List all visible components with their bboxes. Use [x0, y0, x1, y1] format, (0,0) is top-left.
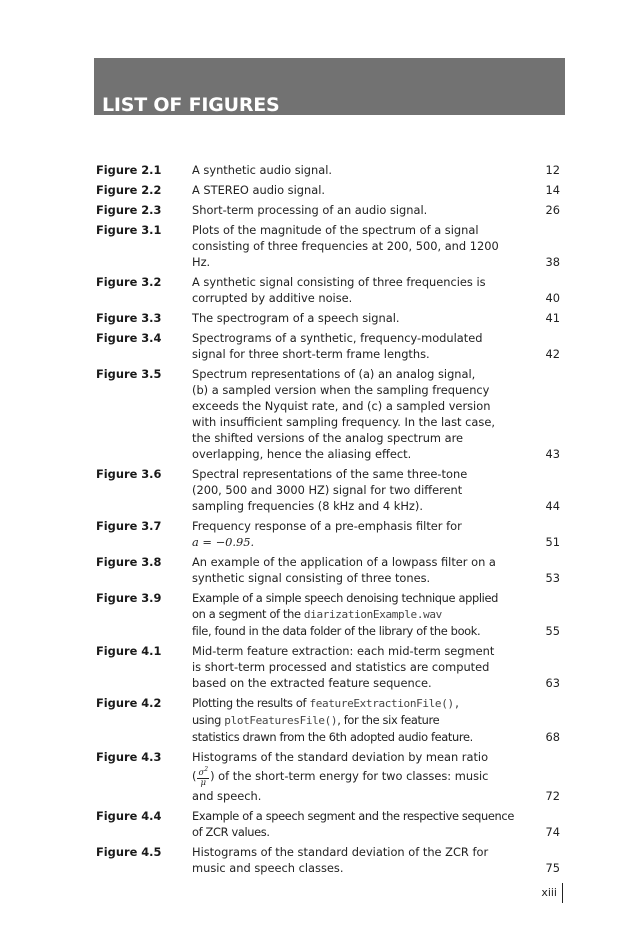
caption-text: on a segment of the	[192, 607, 304, 621]
figure-caption: A synthetic signal consisting of three frequencies is corrupted by additive noise.	[192, 275, 486, 305]
figure-page: 75	[545, 860, 560, 875]
figure-number: Figure 3.6	[96, 467, 162, 481]
figure-caption: Spectrograms of a synthetic, frequency-modulated signal for three short-term frame lengths.	[192, 331, 483, 361]
figure-caption: Example of a speech segment and the respective sequence of ZCR values.	[192, 808, 514, 839]
figure-number: Figure 3.5	[96, 367, 162, 381]
list-item	[96, 274, 560, 306]
list-item	[96, 808, 560, 840]
list-item	[96, 590, 560, 639]
figure-caption	[192, 695, 520, 745]
list-item	[96, 202, 560, 218]
figure-caption: A synthetic audio signal.	[192, 163, 333, 177]
figure-number: Figure 3.1	[96, 223, 162, 237]
caption-text: , for the six feature	[337, 713, 440, 727]
fraction-numerator	[197, 765, 209, 779]
list-item	[96, 749, 560, 804]
figure-number: Figure 4.5	[96, 844, 162, 859]
code-function: featureExtractionFile(),	[309, 697, 461, 710]
code-filename: diarizationExample.wav	[303, 608, 442, 621]
figure-page: 40	[545, 291, 560, 305]
figure-caption	[192, 518, 520, 550]
figure-number: Figure 4.2	[96, 696, 162, 710]
figure-page: 74	[545, 824, 560, 839]
list-item	[96, 182, 560, 198]
caption-line: Example of a simple speech denoising technique applied	[192, 591, 499, 605]
figure-page: 53	[545, 571, 560, 585]
figure-caption: Plots of the magnitude of the spectrum of a signal consisting of three frequencies at 200, 500, and 1200 Hz.	[192, 223, 499, 269]
figure-page: 42	[545, 347, 560, 361]
list-item	[96, 222, 560, 270]
figure-number: Figure 3.8	[96, 555, 162, 569]
figure-number: Figure 3.4	[96, 331, 162, 345]
figure-caption: Short-term processing of an audio signal.	[192, 203, 428, 217]
figure-caption: An example of the application of a lowpass filter on a synthetic signal consisting of three tones.	[192, 555, 496, 585]
list-item	[96, 162, 560, 178]
figure-number: Figure 4.1	[96, 644, 162, 658]
figure-page: 38	[545, 255, 560, 269]
figure-page: 63	[545, 676, 560, 690]
figure-page: 72	[545, 788, 560, 803]
figure-page: 12	[545, 163, 560, 177]
list-item	[96, 518, 560, 550]
figure-page: 14	[545, 183, 560, 197]
caption-line: file, found in the data folder of the library of the book.	[192, 624, 481, 638]
list-item	[96, 310, 560, 326]
figure-page: 68	[545, 730, 560, 744]
paren-open: (	[192, 768, 197, 783]
list-item	[96, 695, 560, 745]
figure-number: Figure 2.2	[96, 183, 162, 197]
caption-line: statistics drawn from the 6th adopted audio feature.	[192, 730, 473, 744]
figure-number: Figure 3.9	[96, 591, 162, 605]
code-function: plotFeaturesFile()	[224, 714, 338, 727]
figure-page: 55	[545, 624, 560, 638]
figure-caption: A STEREO audio signal.	[192, 183, 325, 197]
figure-caption	[192, 749, 520, 804]
figure-number: Figure 4.4	[96, 808, 162, 823]
math-expression: a = −0.95.	[192, 535, 255, 549]
figure-page: 41	[545, 311, 560, 325]
fraction-denominator: μ	[200, 777, 207, 788]
sigma-symbol: σ	[198, 767, 205, 778]
figure-caption	[192, 590, 520, 639]
figure-caption: Histograms of the standard deviation of the ZCR for music and speech classes.	[192, 844, 489, 875]
figure-caption: Mid-term feature extraction: each mid-term segment is short-term processed and statistics are computed based on the extracted feature sequence.	[192, 644, 495, 690]
superscript: 2	[204, 766, 209, 773]
figure-page: 51	[545, 535, 560, 549]
caption-line: Frequency response of a pre-emphasis filter for	[192, 519, 462, 533]
caption-line: and speech.	[192, 788, 262, 803]
caption-text: Plotting the results of	[192, 696, 310, 710]
figure-page: 43	[545, 447, 560, 461]
figure-number: Figure 2.1	[96, 163, 162, 177]
list-item	[96, 554, 560, 586]
list-item	[96, 366, 560, 462]
list-item	[96, 466, 560, 514]
figure-number: Figure 4.3	[96, 750, 162, 764]
list-item	[96, 643, 560, 691]
page-number: xiii	[541, 883, 563, 903]
figure-page: 26	[545, 203, 560, 217]
caption-line: Histograms of the standard deviation by mean ratio	[192, 750, 489, 764]
figure-number: Figure 3.7	[96, 519, 162, 533]
caption-text: ) of the short-term energy for two classes: music	[210, 768, 489, 783]
figure-number: Figure 2.3	[96, 203, 162, 217]
header-band	[94, 58, 565, 115]
list-item	[96, 330, 560, 362]
figure-caption: The spectrogram of a speech signal.	[192, 311, 400, 325]
fraction	[197, 765, 209, 788]
figure-caption: Spectrum representations of (a) an analog signal, (b) a sampled version when the sampling frequency exceeds the Nyquist rate, and (c) a sampled version with insufficient sampling frequency. In the last case, the shifted versions of the analog spectrum are overlapping, hence the aliasing effect.	[192, 367, 495, 461]
figure-number: Figure 3.3	[96, 311, 162, 325]
page-title: LIST OF FIGURES	[102, 94, 280, 116]
caption-text: using	[192, 713, 225, 727]
list-item	[96, 844, 560, 876]
figure-page: 44	[545, 499, 560, 513]
figure-caption: Spectral representations of the same three-tone (200, 500 and 3000 HZ) signal for two different sampling frequencies (8 kHz and 4 kHz).	[192, 467, 468, 513]
figure-number: Figure 3.2	[96, 275, 162, 289]
figure-list	[96, 162, 560, 880]
